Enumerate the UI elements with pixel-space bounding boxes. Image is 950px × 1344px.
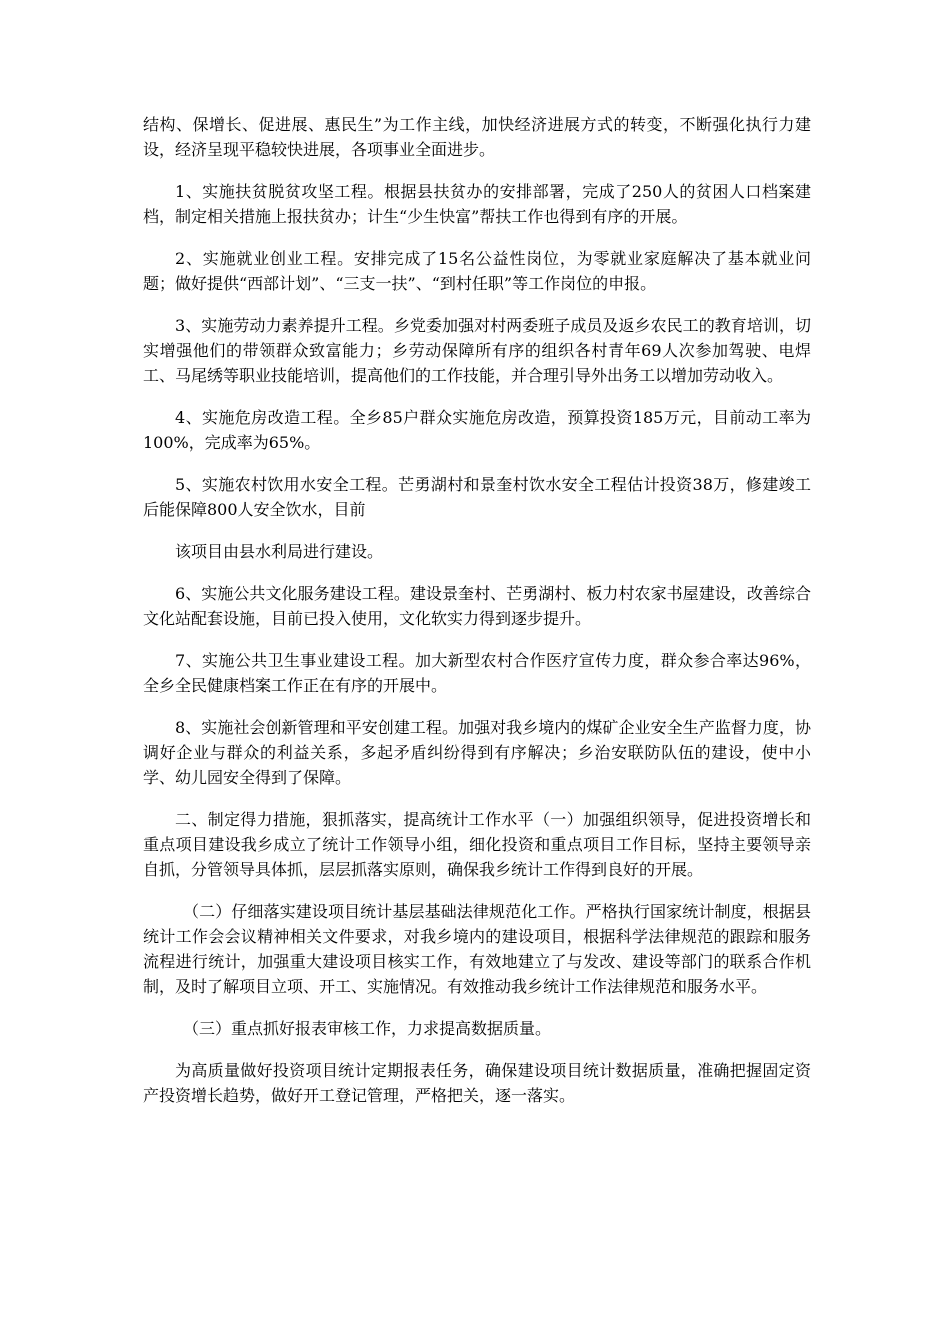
paragraph-item-4-housing: 4、实施危房改造工程。全乡85户群众实施危房改造，预算投资185万元，目前动工率为100%，完成率为65%。 <box>143 408 811 452</box>
paragraph-intro-continuation: 结构、保增长、促进展、惠民生”为工作主线，加快经济进展方式的转变，不断强化执行力建设，经济呈现平稳较快进展，各项事业全面进步。 <box>143 115 811 159</box>
paragraph-item-5-continuation: 该项目由县水利局进行建设。 <box>175 542 384 561</box>
paragraph-item-5-water: 5、实施农村饮用水安全工程。芒勇湖村和景奎村饮水安全工程估计投资38万，修建竣工后能保障800人安全饮水，目前 <box>143 475 811 519</box>
paragraph-section-2-measures: 二、制定得力措施，狠抓落实，提高统计工作水平（一）加强组织领导，促进投资增长和重点项目建设我乡成立了统计工作领导小组，细化投资和重点项目工作目标，坚持主要领导亲自抓，分管领导具体抓，层层抓落实原则，确保我乡统计工作得到良好的开展。 <box>143 810 811 879</box>
paragraph-item-8-social-safety: 8、实施社会创新管理和平安创建工程。加强对我乡境内的煤矿企业安全生产监督力度，协调好企业与群众的利益关系，多起矛盾纠纷得到有序解决；乡治安联防队伍的建设，使中小学、幼儿园安全得到了保障。 <box>143 718 811 787</box>
paragraph-closing: 为高质量做好投资项目统计定期报表任务，确保建设项目统计数据质量，准确把握固定资产投资增长趋势，做好开工登记管理，严格把关，逐一落实。 <box>143 1061 811 1105</box>
paragraph-section-2-sub-2: （二）仔细落实建设项目统计基层基础法律规范化工作。严格执行国家统计制度，根据县统计工作会会议精神相关文件要求，对我乡境内的建设项目，根据科学法律规范的跟踪和服务流程进行统计，加强重大建设项目核实工作，有效地建立了与发改、建设等部门的联系合作机制，及时了解项目立项、开工、实施情况。有效推动我乡统计工作法律规范和服务水平。 <box>143 902 811 996</box>
paragraph-item-2-employment: 2、实施就业创业工程。安排完成了15名公益性岗位，为零就业家庭解决了基本就业问题；做好提供“西部计划”、“三支一扶”、“到村任职”等工作岗位的申报。 <box>143 249 811 293</box>
paragraph-item-1-poverty: 1、实施扶贫脱贫攻坚工程。根据县扶贫办的安排部署，完成了250人的贫困人口档案建档，制定相关措施上报扶贫办；计生“少生快富”帮扶工作也得到有序的开展。 <box>143 182 811 226</box>
document-page <box>143 112 811 1125</box>
paragraph-item-6-culture: 6、实施公共文化服务建设工程。建设景奎村、芒勇湖村、板力村农家书屋建设，改善综合文化站配套设施，目前已投入使用，文化软实力得到逐步提升。 <box>143 584 811 628</box>
paragraph-item-7-health: 7、实施公共卫生事业建设工程。加大新型农村合作医疗宣传力度，群众参合率达96%，全乡全民健康档案工作正在有序的开展中。 <box>143 651 811 695</box>
paragraph-item-3-labor-quality: 3、实施劳动力素养提升工程。乡党委加强对村两委班子成员及返乡农民工的教育培训，切实增强他们的带领群众致富能力；乡劳动保障所有序的组织各村青年69人次参加驾驶、电焊工、马尾绣等职业技能培训，提高他们的工作技能，并合理引导外出务工以增加劳动收入。 <box>143 316 811 385</box>
paragraph-section-2-sub-3: （三）重点抓好报表审核工作，力求提高数据质量。 <box>183 1019 552 1038</box>
